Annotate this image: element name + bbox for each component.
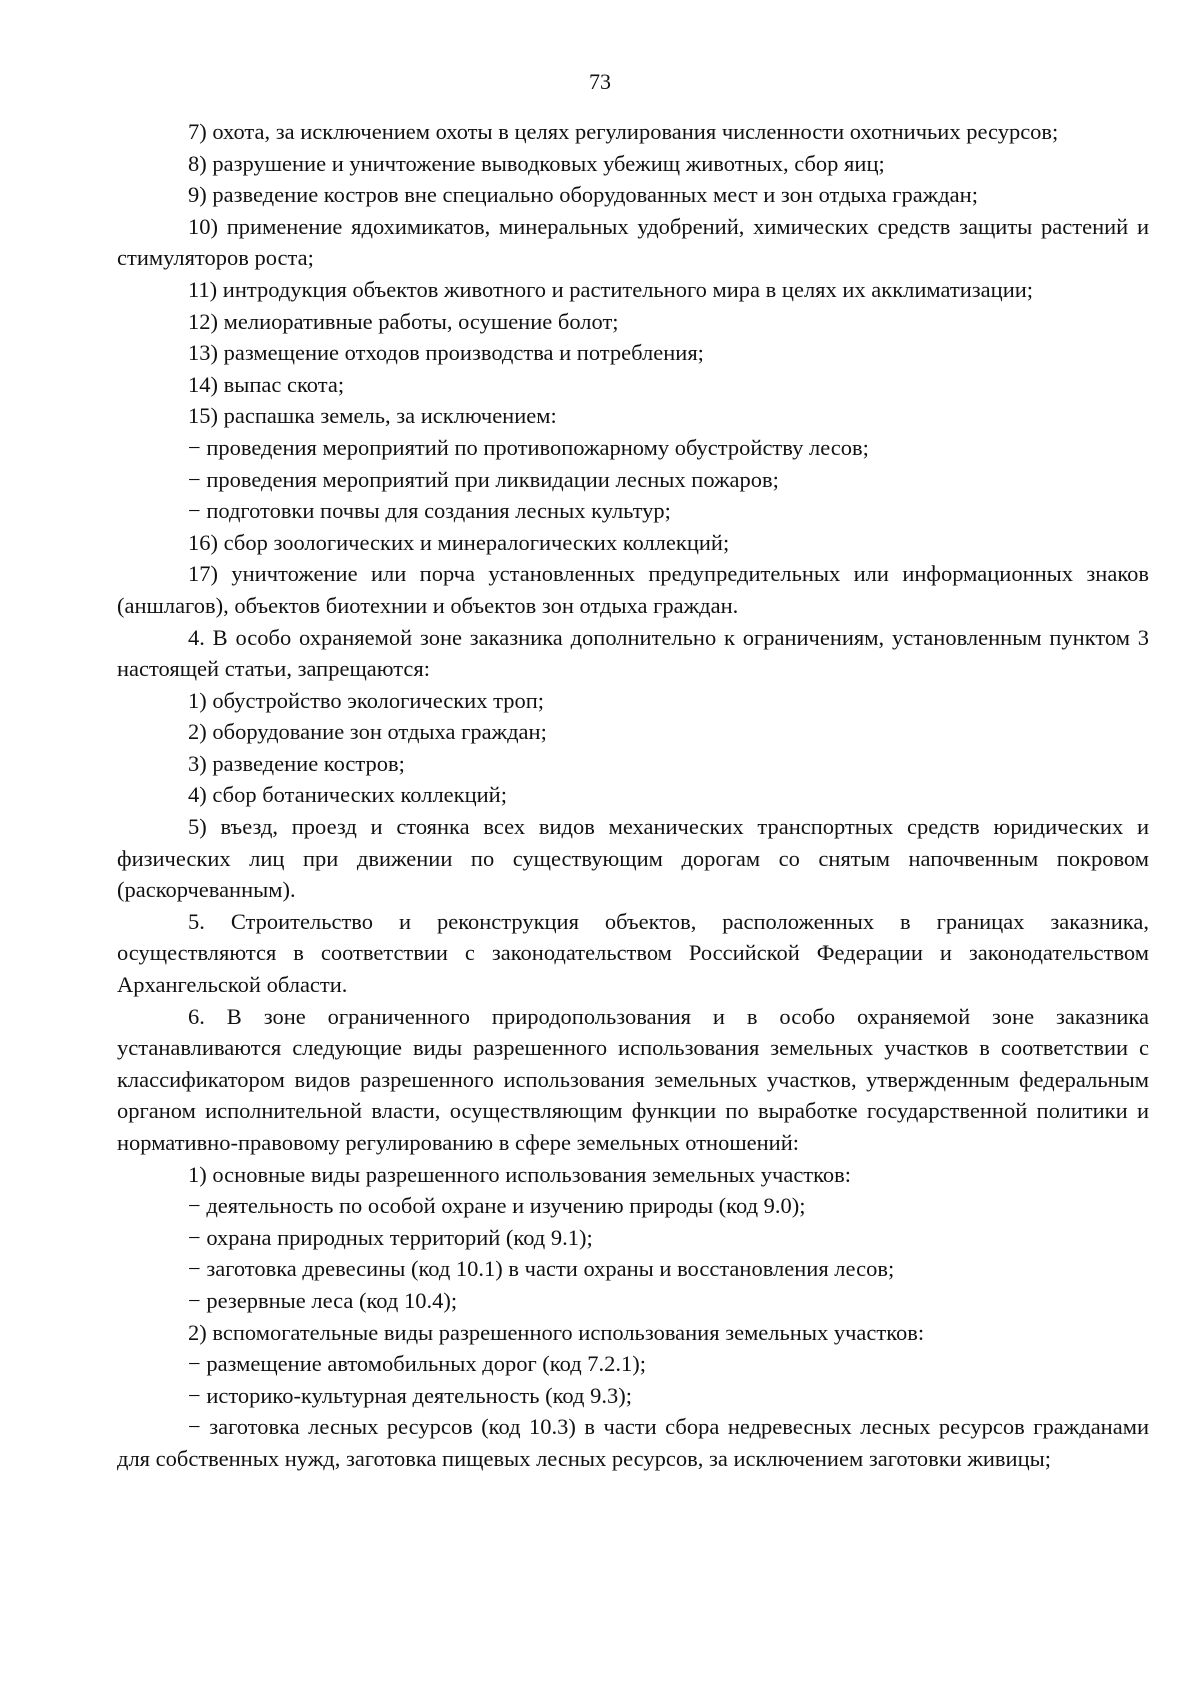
paragraph-item-3: 3) разведение костров; <box>188 750 405 776</box>
paragraph-item-5: 5) въезд, проезд и стоянка всех видов механических транспортных средств юридических и физических лиц при движении по существующим дорогам со снятым напочвенным покровом (раскорчеванным). <box>117 814 1149 903</box>
paragraph-item-7: 7) охота, за исключением охоты в целях регулирования численности охотничьих ресурсов; <box>188 119 1059 144</box>
paragraph-item-16: 16) сбор зоологических и минералогических коллекций; <box>188 529 730 555</box>
paragraph-item-13: 13) размещение отходов производства и потребления; <box>188 340 704 366</box>
paragraph-item-14: 14) выпас скота; <box>188 371 345 397</box>
paragraph-dash-item: − подготовки почвы для создания лесных культур; <box>188 498 671 524</box>
paragraph-clause-4: 4. В особо охраняемой зоне заказника дополнительно к ограничениям, установленным пунктом 3 настоящей статьи, запрещаются: <box>117 624 1149 682</box>
paragraph-dash-item: − заготовка лесных ресурсов (код 10.3) в части сбора недревесных лесных ресурсов гражданами для собственных нужд, заготовка пищевых лесных ресурсов, за исключением заготовки живицы; <box>117 1414 1149 1471</box>
document-body <box>117 116 1149 1475</box>
paragraph-item-2: 2) оборудование зон отдыха граждан; <box>188 719 547 745</box>
paragraph-item-4: 4) сбор ботанических коллекций; <box>188 782 507 808</box>
paragraph-dash-item: − историко-культурная деятельность (код 9.3); <box>188 1382 632 1408</box>
paragraph-item-11: 11) интродукция объектов животного и растительного мира в целях их акклиматизации; <box>188 276 1034 302</box>
paragraph-dash-item: − размещение автомобильных дорог (код 7.2.1); <box>188 1351 647 1377</box>
paragraph-item-12: 12) мелиоративные работы, осушение болот; <box>188 308 619 334</box>
paragraph-item-10: 10) применение ядохимикатов, минеральных удобрений, химических средств защиты растений и стимуляторов роста; <box>117 213 1149 271</box>
paragraph-item-8: 8) разрушение и уничтожение выводковых убежищ животных, сбор яиц; <box>188 150 885 176</box>
paragraph-item-1: 1) обустройство экологических троп; <box>188 687 545 713</box>
paragraph-dash-item: − резервные леса (код 10.4); <box>188 1287 458 1313</box>
paragraph-dash-item: − проведения мероприятий по противопожарному обустройству лесов; <box>188 434 869 460</box>
paragraph-item-9: 9) разведение костров вне специально оборудованных мест и зон отдыха граждан; <box>188 182 978 208</box>
paragraph-item-15: 15) распашка земель, за исключением: <box>188 403 557 429</box>
paragraph-dash-item: − проведения мероприятий при ликвидации лесных пожаров; <box>188 466 779 492</box>
paragraph-clause-6: 6. В зоне ограниченного природопользования и в особо охраняемой зоне заказника устанавливаются следующие виды разрешенного использования земельных участков в соответствии с классификатором видов разрешенного использования земельных участков, утвержденным федеральным органом исполнительной власти, осуществляющим функции по выработке государственной политики и нормативно-правовому регулированию в сфере земельных отношений: <box>117 1003 1149 1155</box>
paragraph-dash-item: − заготовка древесины (код 10.1) в части охраны и восстановления лесов; <box>188 1256 895 1282</box>
paragraph-main-uses: 1) основные виды разрешенного использования земельных участков: <box>188 1161 852 1187</box>
paragraph-clause-5: 5. Строительство и реконструкция объектов, расположенных в границах заказника, осуществляются в соответствии с законодательством Российской Федерации и законодательством Архангельской области. <box>117 908 1149 998</box>
page-number: 73 <box>589 69 611 94</box>
paragraph-dash-item: − деятельность по особой охране и изучению природы (код 9.0); <box>188 1193 806 1219</box>
paragraph-auxiliary-uses: 2) вспомогательные виды разрешенного использования земельных участков: <box>188 1319 925 1345</box>
paragraph-dash-item: − охрана природных территорий (код 9.1); <box>188 1224 593 1250</box>
paragraph-item-17: 17) уничтожение или порча установленных предупредительных или информационных знаков (аншлагов), объектов биотехнии и объектов зон отдыха граждан. <box>117 561 1149 618</box>
